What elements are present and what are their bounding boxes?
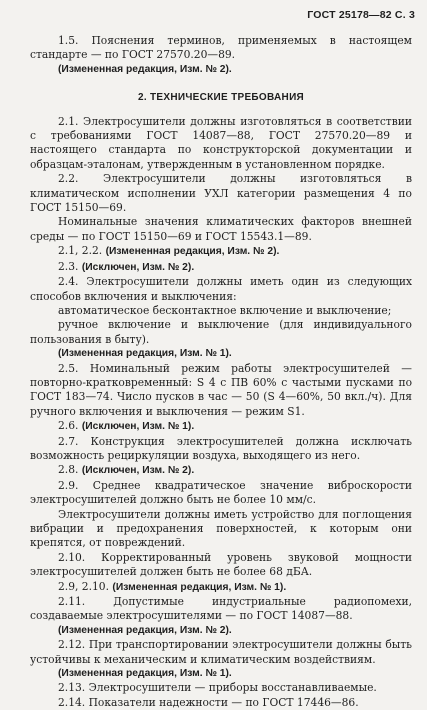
clause-number: 2.8. [58, 463, 79, 477]
amendment-note: (Исключен, Изм. № 1). [81, 421, 195, 433]
amendment-note: (Исключен, Изм. № 2). [81, 261, 195, 273]
paragraph-2-7: 2.7. Конструкция электросушителей должна исключать возможность рециркуляции воздуха, выходящего из него. [30, 434, 412, 462]
list-item-auto: автоматическое бесконтактное включение и выключение; [58, 303, 392, 317]
amendment-line [30, 463, 412, 478]
amendment-note: (Измененная редакция, Изм. № 2). [58, 63, 232, 75]
amendment-note: (Измененная редакция, Изм. № 2). [105, 246, 280, 258]
amendment-line [30, 419, 412, 434]
clause-number: 2.6. [58, 419, 79, 433]
paragraph-2-4: 2.4. Электросушители должны иметь один из следующих способов включения и выключения: [30, 275, 412, 303]
paragraph-climate: Номинальные значения климатических факторов внешней среды — по ГОСТ 15150—69 и ГОСТ 15543.1—89. [30, 215, 412, 243]
section-heading: 2. ТЕХНИЧЕСКИЕ ТРЕБОВАНИЯ [137, 92, 305, 104]
amendment-note: (Измененная редакция, Изм. № 1). [58, 348, 232, 360]
clause-number: 2.9, 2.10. [58, 579, 109, 593]
paragraph-2-2: 2.2. Электросушители должны изготовляться в климатическом исполнении УХЛ категории размещения 4 по ГОСТ 15150—69. [30, 172, 412, 215]
amendment-note: (Измененная редакция, Изм. № 2). [58, 624, 232, 636]
clause-number: 2.1, 2.2. [58, 244, 103, 258]
paragraph-1-5: 1.5. Пояснения терминов, применяемых в настоящем стандарте — по ГОСТ 27570.20—89. [30, 34, 412, 62]
paragraph-2-13: 2.13. Электросушители — приборы восстанавливаемые. [58, 681, 377, 695]
amendment-line [30, 580, 412, 595]
document-body [30, 34, 412, 710]
paragraph-2-5: 2.5. Номинальный режим работы электросушителей — повторно-кратковременный: S 4 с ПВ 60% с частыми пусками по ГОСТ 183—74. Число пусков в час — 50 (S 4—60%, 50 вкл./ч). Для ручного включения и выключения — режим S1. [30, 361, 412, 418]
clause-number: 2.3. [58, 259, 79, 273]
paragraph-2-14: 2.14. Показатели надежности — по ГОСТ 17446—86. [58, 695, 359, 709]
paragraph-2-1: 2.1. Электросушители должны изготовляться в соответствии с требованиями ГОСТ 14087—88, ГОСТ 27570.20—89 и настоящего стандарта по конструкторской документации и образцам-эталонам, утвержденным в установленном порядке. [30, 114, 412, 171]
paragraph-2-12: 2.12. При транспортировании электросушители должны быть устойчивы к механическим и климатическим воздействиям. [30, 638, 412, 666]
list-item-manual: ручное включение и выключение (для индивидуального пользования в быту). [30, 318, 412, 346]
page-header: ГОСТ 25178—82 С. 3 [307, 9, 415, 21]
amendment-note: (Измененная редакция, Изм. № 1). [112, 581, 287, 593]
amendment-line [30, 260, 412, 275]
amendment-note: (Исключен, Изм. № 2). [81, 465, 195, 477]
paragraph-vibration: Электросушители должны иметь устройство для поглощения вибрации и предохранения поверхностей, к которым они крепятся, от повреждений. [30, 507, 412, 550]
paragraph-2-10: 2.10. Корректированный уровень звуковой мощности электросушителей должен быть не более 68 дБА. [30, 550, 412, 579]
paragraph-2-9: 2.9. Среднее квадратическое значение виброскорости электросушителей должно быть не более 10 мм/с. [30, 478, 412, 507]
paragraph-2-11: 2.11. Допустимые индустриальные радиопомехи, создаваемые электросушителями — по ГОСТ 14087—88. [30, 595, 412, 623]
amendment-line [30, 244, 412, 259]
amendment-note: (Измененная редакция, Изм. № 1). [58, 668, 232, 680]
